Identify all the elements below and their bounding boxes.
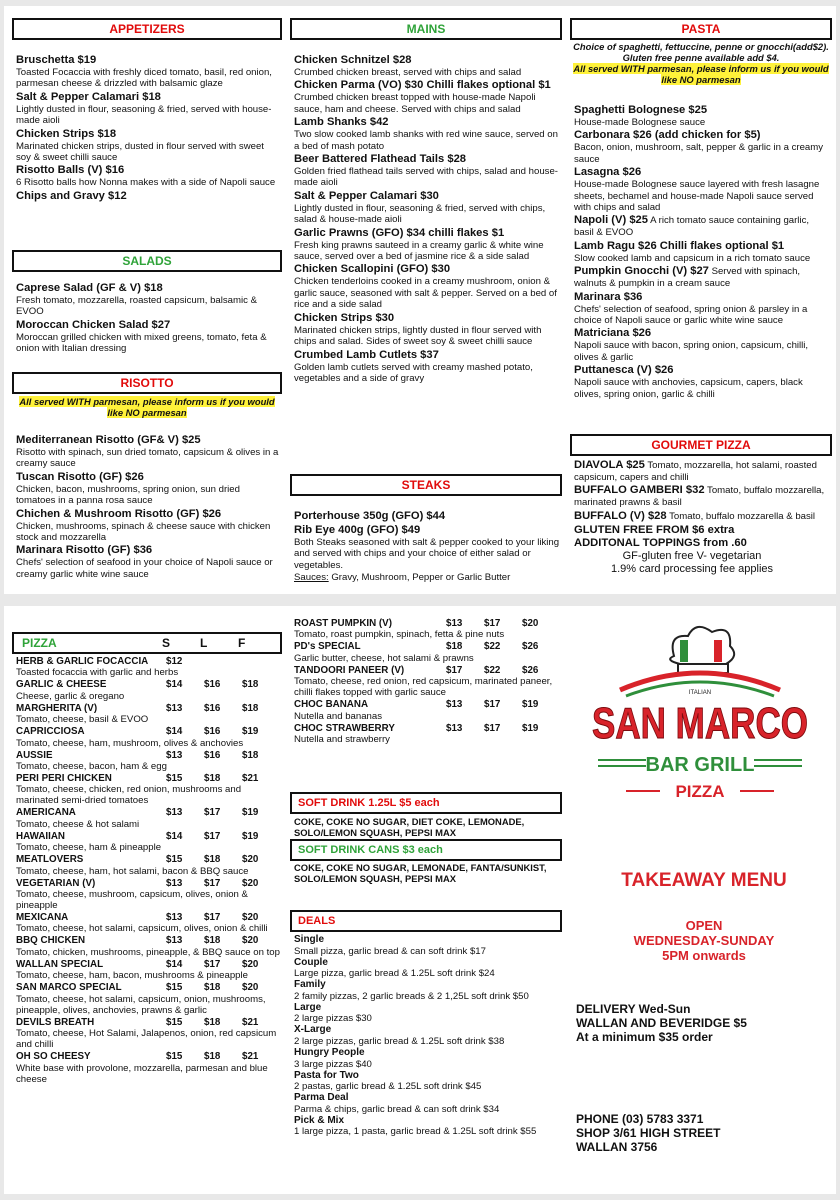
soft-drink-list: COKE, COKE NO SUGAR, DIET COKE, LEMONADE, SOLO/LEMON SQUASH, PEPSI MAX <box>294 816 525 838</box>
drinks-deals-column <box>290 606 562 1194</box>
menu-item-description: Toasted Focaccia with freshly diced tomato, basil, red onion, parmesan cheese & drizzled with balsamic glaze <box>16 67 272 90</box>
pizza-price-f: $20 <box>242 958 259 970</box>
pizza-description: Tomato, cheese, chicken, red onion, mushrooms and marinated semi-dried tomatoes <box>16 784 242 807</box>
pizza-price-s: $15 <box>166 773 183 785</box>
menu-item <box>574 484 830 508</box>
pizza-price-s: $17 <box>446 664 463 676</box>
deal-description: Parma & chips, garlic bread & can soft drink $34 <box>294 1103 500 1115</box>
pizza-row <box>16 726 280 737</box>
pizza-row <box>16 912 280 923</box>
pizza-description: Tomato, roast pumpkin, spinach, fetta & pine nuts <box>294 629 505 641</box>
menu-item-name: Puttanesca (V) $26 <box>574 364 674 377</box>
deal-name: Couple <box>294 956 328 968</box>
pizza-row <box>16 679 280 690</box>
pizza-price-l: $17 <box>204 807 221 819</box>
appetizers-list <box>16 54 280 204</box>
pizza-price-f: $26 <box>522 664 539 676</box>
pizza-name: GARLIC & CHEESE <box>16 679 107 691</box>
menu-item-name: Carbonara $26 (add chicken for $5) <box>574 129 761 142</box>
risotto-list <box>16 434 280 581</box>
menu-item <box>574 214 830 238</box>
pizza-price-l: $22 <box>484 641 501 653</box>
pizza-price-f: $20 <box>242 877 259 889</box>
pizza-price-l: $18 <box>204 1016 221 1028</box>
menu-item-name: BUFFALO GAMBERI $32 <box>574 484 705 497</box>
menu-item-description: Golden lamb cutlets served with creamy mashed potato, vegetables and a side of gravy <box>294 361 533 384</box>
pizza-price-f: $18 <box>242 749 259 761</box>
menu-item <box>574 327 830 363</box>
pizza-price-s: $13 <box>446 722 463 734</box>
pasta-list <box>574 104 830 401</box>
pizza-price-f: $26 <box>522 641 539 653</box>
menu-item-name: Beer Battered Flathead Tails $28 <box>294 153 467 166</box>
pizza-price-l: $17 <box>484 699 501 711</box>
menu-item-description: Tomato, mozzarella, hot salami, roasted capsicum, capers and chilli <box>574 460 817 483</box>
pizza-price-f: $20 <box>242 935 259 947</box>
mains-header: MAINS <box>290 18 562 40</box>
deal-name: Parma Deal <box>294 1092 349 1104</box>
column-right <box>570 6 832 594</box>
pizza-row <box>16 656 280 667</box>
risotto-header: RISOTTO <box>12 372 282 394</box>
menu-item-description: Risotto with spinach, sun dried tomato, capsicum & olives in a creamy sauce <box>16 447 279 470</box>
deal-name: Pasta for Two <box>294 1069 359 1081</box>
menu-item <box>574 104 830 128</box>
pizza-description: Tomato, cheese, hot salami, capsicum, olives, onion & chilli <box>16 923 268 935</box>
deal-name: Pick & Mix <box>294 1114 345 1126</box>
pizza-description: Toasted focaccia with garlic and herbs <box>16 667 179 679</box>
pizza-description: White base with provolone, mozzarella, parmesan and blue cheese <box>16 1062 268 1085</box>
pizza-description: Garlic butter, cheese, hot salami & prawns <box>294 652 474 664</box>
pizza-name: HERB & GARLIC FOCACCIA <box>16 656 149 667</box>
pizza-column <box>12 606 282 1194</box>
deal-description: 2 family pizzas, 2 garlic breads & 2 1,25L soft drink $50 <box>294 990 529 1002</box>
menu-item-description: 6 Risotto balls how Nonna makes with a side of Napoli sauce <box>16 177 276 189</box>
deal-description: Small pizza, garlic bread & can soft drink $17 <box>294 945 486 957</box>
deal-description: 1 large pizza, 1 pasta, garlic bread & 1.25L soft drink $55 <box>294 1126 537 1138</box>
menu-item-description: Marinated chicken strips, lightly dusted in flour served with chips and salad. Sides of sweet soy & sweet chilli sauce <box>294 324 542 348</box>
pizza-name: VEGETARIAN (V) <box>16 877 96 889</box>
pizza-price-l: $18 <box>204 982 221 994</box>
card-fee-note: 1.9% card processing fee applies <box>610 562 774 575</box>
menu-item <box>294 190 560 226</box>
pizza-description: Tomato, cheese, Hot Salami, Jalapenos, onion, red capsicum and chilli <box>16 1028 277 1051</box>
phone-number: PHONE (03) 5783 3371 <box>576 1112 704 1126</box>
menu-item <box>294 349 560 385</box>
pizza-price-l: $17 <box>204 958 221 970</box>
menu-item-description: Chicken, mushrooms, spinach & cheese sauce with chicken stock and mozzarella <box>16 520 271 544</box>
pizza-description: Tomato, cheese, ham, hot salami, bacon & BBQ sauce <box>16 865 249 877</box>
menu-item <box>16 128 280 164</box>
pizza-price-f: $20 <box>242 982 259 994</box>
salads-list <box>16 282 280 356</box>
menu-item-description: Bacon, onion, mushroom, salt, pepper & garlic in a creamy sauce <box>574 142 824 165</box>
pizza-price-s: $13 <box>166 935 183 947</box>
pizza-row <box>294 699 560 710</box>
pizza-name: PD's SPECIAL <box>294 641 361 653</box>
menu-item <box>294 312 560 348</box>
menu-item-name: Marinara Risotto (GF) $36 <box>16 544 153 557</box>
menu-item-name: BUFFALO (V) $28 <box>574 509 667 522</box>
menu-item-name: Mediterranean Risotto (GF& V) $25 <box>16 434 201 446</box>
steak-sauces: Sauces: Gravy, Mushroom, Pepper or Garlic Butter <box>294 572 511 584</box>
menu-item-name: Lasagna $26 <box>574 166 642 179</box>
menu-item-description: Chefs' selection of seafood in your choice of Napoli sauce or creamy garlic white wine sauce <box>16 557 273 580</box>
menu-item-name: Moroccan Chicken Salad $27 <box>16 318 171 331</box>
deal-description: 2 large pizzas $30 <box>294 1013 372 1025</box>
pizza-row <box>16 1051 280 1062</box>
menu-item-description: Fresh tomato, mozzarella, roasted capsicum, balsamic & EVOO <box>16 295 258 318</box>
gluten-free-extra: GLUTEN FREE FROM $6 extra <box>574 523 735 536</box>
pizza-description: Nutella and bananas <box>294 710 383 722</box>
deal-description: Large pizza, garlic bread & 1.25L soft drink $24 <box>294 968 495 980</box>
pizza-description: Tomato, cheese, basil & EVOO <box>16 714 149 726</box>
pizza-price-l: $18 <box>204 1051 221 1063</box>
menu-item-name: Rib Eye 400g (GFO) $49 <box>294 524 421 536</box>
salads-header: SALADS <box>12 250 282 272</box>
pizza-list-continued <box>294 618 560 746</box>
pizza-price-s: $15 <box>166 1051 183 1063</box>
deal-name: X-Large <box>294 1024 332 1036</box>
deal-description: 2 pastas, garlic bread & 1.25L soft drink $45 <box>294 1081 482 1093</box>
menu-item-description: Fresh king prawns sauteed in a creamy garlic & white wine sauce, served over a bed of jasmine rice & a side salad <box>294 239 544 263</box>
menu-item-description: House-made Bolognese sauce layered with fresh lasagne sheets, bechamel and house-made Napoli sauce served with chips and salad <box>574 179 820 214</box>
menu-item-name: DIAVOLA $25 <box>574 459 645 471</box>
pizza-name: BBQ CHICKEN <box>16 935 86 947</box>
brand-info-column <box>570 606 832 1194</box>
menu-item-name: Garlic Prawns (GFO) $34 chilli flakes $1 <box>294 226 505 239</box>
san-marco-logo <box>580 616 820 816</box>
pizza-price-s: $14 <box>166 679 183 691</box>
pizza-price-l: $18 <box>204 854 221 866</box>
menu-item <box>294 263 560 310</box>
menu-item-name: Chicken Parma (VO) $30 Chilli flakes optional $1 <box>294 79 551 92</box>
menu-item-description: Chicken, bacon, mushrooms, spring onion, sun dried tomatoes in a panna rosa sauce <box>16 483 240 507</box>
menu-item-description: Crumbed chicken breast topped with house-made Napoli sauce, ham and cheese. Served with chips and salad <box>294 92 536 115</box>
pizza-row <box>16 959 280 970</box>
pizza-price-f: $19 <box>242 807 259 819</box>
pizza-price-s: $15 <box>166 854 183 866</box>
pizza-description: Tomato, cheese, hot salami, capsicum, onion, mushrooms, pineapple, olives, anchovies, prawns & garlic <box>16 993 266 1016</box>
menu-item <box>16 282 280 318</box>
column-middle <box>290 6 562 594</box>
diet-legend: GF-gluten free V- vegetarian <box>622 549 762 562</box>
pizza-price-s: $18 <box>446 641 463 653</box>
pizza-row <box>16 750 280 761</box>
pizza-name: AUSSIE <box>16 749 53 761</box>
pizza-price-l: $18 <box>204 935 221 947</box>
pizza-description: Tomato, chicken, mushrooms, pineapple, & BBQ sauce on top <box>16 946 280 958</box>
menu-item-name: Spaghetti Bolognese $25 <box>574 104 708 116</box>
pizza-name: MEXICANA <box>16 912 69 924</box>
deal-name: Hungry People <box>294 1046 365 1058</box>
menu-item-description: Moroccan grilled chicken with mixed greens, tomato, feta & onion with Italian dressing <box>16 331 267 355</box>
menu-item <box>574 510 830 523</box>
pizza-price-f: $19 <box>522 699 539 711</box>
menu-item-description: Napoli sauce with anchovies, capsicum, capers, black olives, spring onion, garlic & chilli <box>574 377 803 400</box>
menu-item <box>16 508 280 544</box>
logo-bar-grill: BAR GRILL <box>645 754 755 776</box>
menu-item-description: Slow cooked lamb and capsicum in a rich tomato sauce <box>574 252 811 264</box>
pizza-name: MARGHERITA (V) <box>16 702 98 714</box>
pizza-description: Tomato, cheese, red onion, red capsicum, marinated paneer, chilli flakes topped with garlic sauce <box>294 676 553 699</box>
pizza-price-f: $19 <box>242 726 259 738</box>
menu-item-name: Chips and Gravy $12 <box>16 189 127 202</box>
menu-item <box>294 524 560 571</box>
pizza-header: PIZZA S L F <box>12 632 282 654</box>
logo-pizza: PIZZA <box>675 782 725 801</box>
pizza-price-l: $18 <box>204 773 221 785</box>
pizza-price-l: $17 <box>204 912 221 924</box>
pizza-price-l: $22 <box>484 664 501 676</box>
pizza-description: Tomato, cheese, ham, mushroom, olives & anchovies <box>16 737 244 749</box>
menu-item-name: Salt & Pepper Calamari $30 <box>294 189 439 202</box>
pasta-choice-note: Choice of spaghetti, fettuccine, penne or gnocchi(add$2). Gluten free penne available add $4. All served WITH parmesan, please inform us if you would like NO parmesan <box>573 41 829 85</box>
pasta-header: PASTA <box>570 18 832 40</box>
shop-address: SHOP 3/61 HIGH STREET <box>576 1126 721 1140</box>
menu-item <box>574 291 830 327</box>
pizza-name: AMERICANA <box>16 807 76 819</box>
pizza-name: MEATLOVERS <box>16 854 84 866</box>
menu-item-description: Chefs' selection of seafood, spring onion & parsley in a choice of Napoli sauce or garlic white wine sauce <box>574 303 808 327</box>
menu-page-top <box>4 6 836 594</box>
menu-item-name: Napoli (V) $25 <box>574 214 648 227</box>
pizza-price-l <box>204 656 242 667</box>
soft-drink-header: SOFT DRINK 1.25L $5 each <box>290 792 562 814</box>
pizza-price-f: $20 <box>242 854 259 866</box>
deal-name: Family <box>294 979 326 991</box>
menu-item-name: Salt & Pepper Calamari $18 <box>16 90 161 103</box>
menu-item-description: Lightly dusted in flour, seasoning & fried, served with house-made aioli <box>16 103 272 127</box>
takeaway-title: TAKEAWAY MENU <box>621 870 787 891</box>
pizza-name: CHOC BANANA <box>294 699 369 711</box>
menu-item-name: Bruschetta $19 <box>16 54 97 66</box>
menu-item-description: A rich tomato sauce containing garlic, basil & EVOO <box>574 215 810 239</box>
menu-item-name: Caprese Salad (GF & V) $18 <box>16 282 163 294</box>
pizza-price-f: $20 <box>522 618 539 629</box>
menu-item-name: Chichen & Mushroom Risotto (GF) $26 <box>16 507 222 520</box>
pizza-price-l: $16 <box>204 702 221 714</box>
appetizers-header: APPETIZERS <box>12 18 282 40</box>
soft-cans-header: SOFT DRINK CANS $3 each <box>290 839 562 861</box>
pizza-price-l: $16 <box>204 726 221 738</box>
opening-hours: OPEN WEDNESDAY-SUNDAY 5PM onwards <box>633 918 775 963</box>
menu-item-name: Matriciana $26 <box>574 327 652 340</box>
menu-item-description: Served with spinach, walnuts & pumpkin in a cream sauce <box>574 266 801 290</box>
chef-hat-icon <box>670 627 734 673</box>
menu-item-description: Tomato, buffalo mozzarella & basil <box>666 510 816 522</box>
pizza-price-s: $13 <box>446 699 463 711</box>
additional-toppings: ADDITONAL TOPPINGS from .60 <box>574 536 747 549</box>
pizza-name: DEVILS BREATH <box>16 1016 95 1028</box>
pizza-price-s: $12 <box>166 656 183 667</box>
pizza-row <box>294 641 560 652</box>
pizza-row <box>294 723 560 734</box>
pizza-list <box>16 656 280 1086</box>
deal-name: Large <box>294 1001 322 1013</box>
pizza-row <box>16 773 280 784</box>
pizza-name: TANDOORI PANEER (V) <box>294 664 405 676</box>
menu-item <box>294 54 560 78</box>
pizza-row <box>16 854 280 865</box>
deal-name: Single <box>294 934 325 945</box>
pizza-description: Cheese, garlic & oregano <box>16 690 125 702</box>
pizza-name: CAPRICCIOSA <box>16 726 85 738</box>
pizza-price-f: $19 <box>242 830 259 842</box>
pizza-name: CHOC STRAWBERRY <box>294 722 395 734</box>
menu-item <box>16 164 280 188</box>
pizza-price-f: $21 <box>242 773 259 785</box>
pizza-price-s: $14 <box>166 830 183 842</box>
deals-list <box>294 934 560 1137</box>
steaks-list <box>294 510 560 584</box>
menu-item-name: Marinara $36 <box>574 290 643 303</box>
pizza-price-l: $16 <box>204 679 221 691</box>
menu-item-name: Porterhouse 350g (GFO) $44 <box>294 510 446 522</box>
menu-item-name: Tuscan Risotto (GF) $26 <box>16 470 144 483</box>
menu-item-description: Both Steaks seasoned with salt & pepper cooked to your liking and served with chips and your choice of either salad or vegetables. <box>294 537 560 571</box>
pizza-name: HAWAIIAN <box>16 830 65 842</box>
menu-item-description: Chicken tenderloins cooked in a creamy mushroom, onion & garlic sauce, seasoned with salt & pepper. Served on a bed of rice and a side salad <box>294 276 557 311</box>
menu-item-description: Two slow cooked lamb shanks with red wine sauce, served on a bed of mash potato <box>294 129 558 152</box>
menu-item <box>294 79 560 115</box>
menu-item-description: Tomato, buffalo mozzarella, marinated prawns & basil <box>574 485 825 509</box>
menu-item <box>16 471 280 507</box>
contact-info <box>576 1112 832 1154</box>
menu-item-description: House-made Bolognese sauce <box>574 117 706 128</box>
menu-item-description: Crumbed chicken breast, served with chips and salad <box>294 67 522 78</box>
menu-item <box>574 129 830 165</box>
deals-header: DEALS <box>290 910 562 932</box>
menu-item <box>16 434 280 470</box>
menu-item-name: Pumpkin Gnocchi (V) $27 <box>574 265 709 278</box>
pizza-description: Tomato, cheese, mushroom, capsicum, olives, onion & pineapple <box>16 889 248 912</box>
menu-item <box>574 265 830 289</box>
menu-item <box>16 91 280 127</box>
pizza-description: Nutella and strawberry <box>294 734 390 746</box>
menu-item <box>574 459 830 483</box>
pizza-price-s: $15 <box>166 982 183 994</box>
pizza-row <box>294 618 560 629</box>
deal-description: 2 large pizzas, garlic bread & 1.25L soft drink $38 <box>294 1035 505 1047</box>
pizza-description: Tomato, cheese, ham, bacon, mushrooms & pineapple <box>16 970 248 982</box>
pizza-row <box>16 982 280 993</box>
pizza-price-l: $17 <box>484 618 501 629</box>
town-postcode: WALLAN 3756 <box>576 1140 658 1154</box>
pizza-price-l: $17 <box>204 830 221 842</box>
mains-list <box>294 54 560 385</box>
pizza-row <box>16 703 280 714</box>
gourmet-pizza-header: GOURMET PIZZA <box>570 434 832 456</box>
logo-small-text: ITALIAN <box>688 690 712 696</box>
pizza-price-s: $13 <box>166 807 183 819</box>
menu-item <box>294 116 560 152</box>
pizza-name: ROAST PUMPKIN (V) <box>294 618 392 629</box>
pizza-description: Tomato, cheese & hot salami <box>16 818 140 830</box>
pizza-price-f: $18 <box>242 679 259 691</box>
pizza-name: SAN MARCO SPECIAL <box>16 982 122 994</box>
logo-brand-name: SAN MARCO <box>592 699 808 748</box>
pizza-price-f: $18 <box>242 702 259 714</box>
pizza-name: PERI PERI CHICKEN <box>16 773 112 785</box>
menu-item <box>294 153 560 189</box>
pizza-price-s: $13 <box>166 877 183 889</box>
steaks-items <box>294 510 560 571</box>
pizza-row <box>16 935 280 946</box>
menu-item-name: Lamb Shanks $42 <box>294 116 389 129</box>
menu-item <box>574 240 830 264</box>
menu-item <box>294 227 560 263</box>
pizza-price-f: $21 <box>242 1051 259 1063</box>
menu-item <box>16 190 280 203</box>
menu-item-name: Chicken Schnitzel $28 <box>294 54 412 66</box>
pizza-price-f: $19 <box>522 722 539 734</box>
delivery-info: DELIVERY Wed-Sun WALLAN AND BEVERIDGE $5 At a minimum $35 order <box>576 1002 747 1044</box>
pizza-row <box>16 878 280 889</box>
pizza-name: WALLAN SPECIAL <box>16 958 104 970</box>
pizza-price-f <box>242 656 280 667</box>
soft-cans-list: COKE, COKE NO SUGAR, LEMONADE, FANTA/SUNKIST, SOLO/LEMON SQUASH, PEPSI MAX <box>294 862 547 884</box>
menu-item-description: Napoli sauce with bacon, spring onion, capsicum, chilli, olives & garlic <box>574 340 809 363</box>
menu-item-name: Chicken Strips $18 <box>16 127 117 140</box>
steaks-header: STEAKS <box>290 474 562 496</box>
menu-item <box>16 319 280 355</box>
pizza-price-l: $16 <box>204 749 221 761</box>
menu-item <box>574 166 830 213</box>
menu-item-name: Lamb Ragu $26 Chilli flakes optional $1 <box>574 239 785 252</box>
pizza-price-s: $14 <box>166 726 183 738</box>
menu-item-name: Crumbed Lamb Cutlets $37 <box>294 348 439 361</box>
menu-page-bottom <box>4 606 836 1194</box>
menu-item-name: Chicken Scallopini (GFO) $30 <box>294 263 451 276</box>
menu-item-name: Chicken Strips $30 <box>294 311 395 324</box>
pizza-name: OH SO CHEESY <box>16 1051 91 1063</box>
pizza-price-s: $13 <box>166 702 183 714</box>
deal-description: 3 large pizzas $40 <box>294 1058 372 1070</box>
pizza-price-l: $17 <box>204 877 221 889</box>
pizza-row <box>16 807 280 818</box>
pizza-price-s: $13 <box>166 749 183 761</box>
pizza-description: Tomato, cheese, ham & pineapple <box>16 842 162 854</box>
pizza-row <box>16 831 280 842</box>
column-left <box>12 6 282 594</box>
menu-item-name: Risotto Balls (V) $16 <box>16 164 125 177</box>
menu-item-description: Lightly dusted in flour, seasoning & fried, served with chips, salad & house-made aioli <box>294 202 546 226</box>
pizza-price-l: $17 <box>484 722 501 734</box>
pizza-price-f: $21 <box>242 1016 259 1028</box>
pizza-row <box>294 665 560 676</box>
gourmet-pizza-list <box>574 459 830 576</box>
menu-item <box>16 544 280 580</box>
menu-item-description: Marinated chicken strips, dusted in flour served with sweet soy & sweet chilli sauce <box>16 140 264 164</box>
menu-item <box>574 364 830 400</box>
pizza-description: Tomato, cheese, bacon, ham & egg <box>16 761 167 773</box>
pizza-price-f: $20 <box>242 912 259 924</box>
pizza-price-s: $14 <box>166 958 183 970</box>
menu-item-description: Golden fried flathead tails served with chips, salad and house-made aioli <box>294 166 558 189</box>
menu-item <box>16 54 280 90</box>
menu-item <box>294 510 560 523</box>
pizza-price-s: $13 <box>166 912 183 924</box>
pizza-row <box>16 1017 280 1028</box>
gourmet-items <box>574 459 830 523</box>
pizza-price-s: $15 <box>166 1016 183 1028</box>
pizza-price-s: $13 <box>446 618 463 629</box>
risotto-parmesan-notice: All served WITH parmesan, please inform us if you would like NO parmesan <box>19 396 275 418</box>
